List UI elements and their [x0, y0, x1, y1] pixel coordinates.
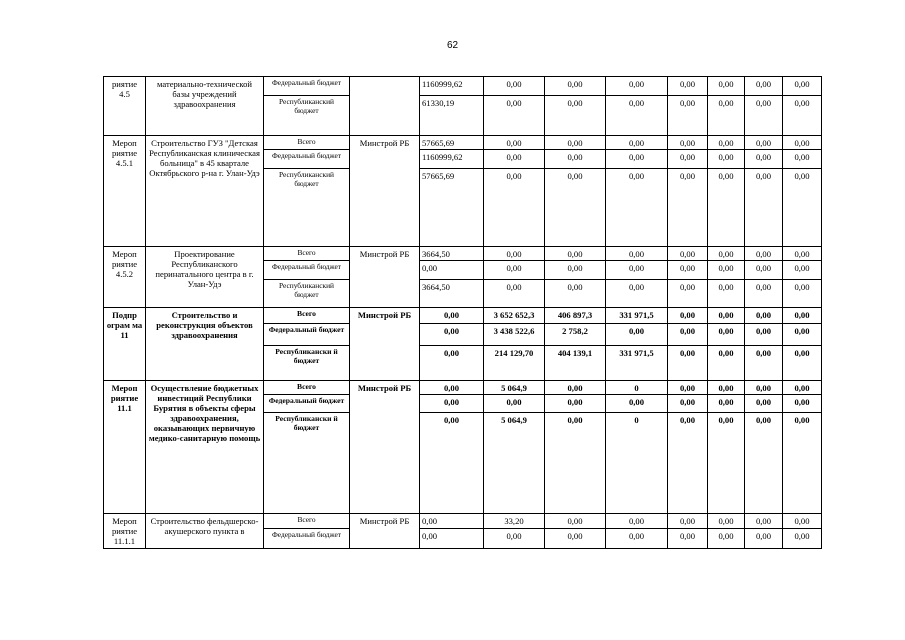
amount-cell: 0,00: [420, 529, 484, 549]
amount-cell: 3 652 652,3: [484, 308, 545, 324]
amount-cell: 0,00: [420, 514, 484, 529]
amount-cell: 0,00: [484, 280, 545, 308]
amount-cell: 0,00: [420, 308, 484, 324]
amount-cell: 0,00: [708, 77, 745, 96]
amount-cell: 0,00: [745, 136, 783, 150]
amount-cell: 0,00: [545, 150, 606, 169]
amount-cell: 0,00: [745, 413, 783, 514]
measure-code: Подпр ограм ма 11: [104, 308, 146, 381]
amount-cell: 0,00: [484, 529, 545, 549]
amount-cell: 0,00: [545, 136, 606, 150]
amount-cell: 0,00: [545, 247, 606, 261]
funding-source: Всего: [264, 308, 350, 324]
amount-cell: 0,00: [708, 324, 745, 346]
amount-cell: 0,00: [745, 261, 783, 280]
amount-cell: 0,00: [484, 247, 545, 261]
amount-cell: 5 064,9: [484, 381, 545, 395]
table-row: [104, 247, 822, 261]
funding-source: Всего: [264, 381, 350, 395]
executor: Минстрой РБ: [350, 308, 420, 381]
amount-cell: 0,00: [420, 395, 484, 413]
amount-cell: 0,00: [708, 169, 745, 247]
amount-cell: 406 897,3: [545, 308, 606, 324]
amount-cell: 0,00: [545, 514, 606, 529]
amount-cell: 0,00: [668, 169, 708, 247]
amount-cell: 0,00: [484, 136, 545, 150]
amount-cell: 0,00: [745, 381, 783, 395]
amount-cell: 0,00: [668, 77, 708, 96]
amount-cell: 0,00: [745, 324, 783, 346]
amount-cell: 0,00: [545, 261, 606, 280]
amount-cell: 0: [606, 381, 668, 395]
amount-cell: 0,00: [606, 77, 668, 96]
amount-cell: 0,00: [668, 324, 708, 346]
amount-cell: 0,00: [606, 136, 668, 150]
funding-source: Всего: [264, 136, 350, 150]
amount-cell: 0,00: [545, 96, 606, 136]
funding-source: Республиканский бюджет: [264, 169, 350, 247]
budget-table: [103, 76, 822, 549]
amount-cell: 0,00: [745, 346, 783, 381]
amount-cell: 0,00: [606, 169, 668, 247]
amount-cell: 0,00: [783, 529, 822, 549]
amount-cell: 0,00: [484, 169, 545, 247]
measure-name: Осуществление бюджетных инвестиций Республики Бурятия в объекты сферы здравоохранения, оказывающих первичную медико-санитарную помощь: [146, 381, 264, 514]
amount-cell: 0,00: [783, 169, 822, 247]
amount-cell: 0,00: [420, 346, 484, 381]
amount-cell: 0,00: [420, 261, 484, 280]
amount-cell: 0,00: [545, 77, 606, 96]
measure-code: Мероп риятие 11.1: [104, 381, 146, 514]
executor: Минстрой РБ: [350, 514, 420, 549]
amount-cell: 1160999,62: [420, 77, 484, 96]
amount-cell: 0,00: [783, 324, 822, 346]
amount-cell: 0,00: [668, 395, 708, 413]
amount-cell: 61330,19: [420, 96, 484, 136]
table-row: [104, 308, 822, 324]
executor: [350, 77, 420, 136]
amount-cell: 0,00: [484, 261, 545, 280]
amount-cell: 0,00: [668, 150, 708, 169]
amount-cell: 3664,50: [420, 280, 484, 308]
amount-cell: 0,00: [745, 514, 783, 529]
measure-name: Строительство и реконструкция объектов здравоохранения: [146, 308, 264, 381]
amount-cell: 0,00: [484, 96, 545, 136]
amount-cell: 0,00: [545, 529, 606, 549]
amount-cell: 0,00: [484, 77, 545, 96]
amount-cell: 0,00: [783, 261, 822, 280]
amount-cell: 0,00: [708, 308, 745, 324]
amount-cell: 0,00: [708, 381, 745, 395]
amount-cell: 0,00: [668, 346, 708, 381]
measure-name: материально-технической базы учреждений здравоохранения: [146, 77, 264, 136]
amount-cell: 0,00: [606, 324, 668, 346]
table-row: [104, 381, 822, 395]
amount-cell: 0,00: [745, 280, 783, 308]
table-row: [104, 77, 822, 96]
measure-code: Мероп риятие 4.5.1: [104, 136, 146, 247]
funding-source: Всего: [264, 247, 350, 261]
amount-cell: 331 971,5: [606, 346, 668, 381]
amount-cell: 0,00: [668, 529, 708, 549]
funding-source: Федеральный бюджет: [264, 395, 350, 413]
amount-cell: 0,00: [783, 346, 822, 381]
table-row: [104, 136, 822, 150]
amount-cell: 0,00: [783, 247, 822, 261]
funding-source: Всего: [264, 514, 350, 529]
amount-cell: 0,00: [783, 395, 822, 413]
measure-name: Проектирование Республиканского перинатального центра в г. Улан-Удэ: [146, 247, 264, 308]
amount-cell: 0,00: [545, 395, 606, 413]
amount-cell: 0,00: [606, 529, 668, 549]
amount-cell: 404 139,1: [545, 346, 606, 381]
amount-cell: 0,00: [668, 514, 708, 529]
amount-cell: 0,00: [708, 395, 745, 413]
amount-cell: 0,00: [420, 381, 484, 395]
amount-cell: 0,00: [606, 96, 668, 136]
measure-code: Мероп риятие 4.5.2: [104, 247, 146, 308]
amount-cell: 0,00: [668, 247, 708, 261]
amount-cell: 0,00: [668, 96, 708, 136]
funding-source: Федеральный бюджет: [264, 261, 350, 280]
measure-code: риятие 4.5: [104, 77, 146, 136]
executor: Минстрой РБ: [350, 381, 420, 514]
amount-cell: 0,00: [708, 150, 745, 169]
amount-cell: 0,00: [484, 150, 545, 169]
amount-cell: 3 438 522,6: [484, 324, 545, 346]
amount-cell: 0,00: [668, 413, 708, 514]
measure-code: Мероп риятие 11.1.1: [104, 514, 146, 549]
amount-cell: 57665,69: [420, 169, 484, 247]
amount-cell: 0,00: [708, 346, 745, 381]
amount-cell: 0,00: [783, 381, 822, 395]
amount-cell: 0,00: [745, 529, 783, 549]
funding-source: Федеральный бюджет: [264, 324, 350, 346]
amount-cell: 0,00: [745, 247, 783, 261]
amount-cell: 0,00: [783, 514, 822, 529]
amount-cell: 0,00: [708, 261, 745, 280]
measure-name: Строительство ГУЗ "Детская Республиканская клиническая больница" в 45 квартале Октябрьского р-на г. Улан-Удэ: [146, 136, 264, 247]
amount-cell: 0,00: [606, 261, 668, 280]
amount-cell: 0,00: [606, 280, 668, 308]
amount-cell: 0,00: [668, 261, 708, 280]
amount-cell: 0,00: [745, 395, 783, 413]
amount-cell: 0,00: [783, 136, 822, 150]
amount-cell: 0,00: [708, 529, 745, 549]
amount-cell: 0,00: [708, 413, 745, 514]
amount-cell: 0,00: [545, 280, 606, 308]
amount-cell: 0,00: [783, 77, 822, 96]
amount-cell: 1160999,62: [420, 150, 484, 169]
amount-cell: 0,00: [708, 280, 745, 308]
amount-cell: 0,00: [668, 381, 708, 395]
funding-source: Республиканский бюджет: [264, 96, 350, 136]
funding-source: Республиканский бюджет: [264, 280, 350, 308]
funding-source: Республикански й бюджет: [264, 413, 350, 514]
executor: Минстрой РБ: [350, 136, 420, 247]
amount-cell: 0,00: [783, 96, 822, 136]
amount-cell: 0,00: [668, 136, 708, 150]
funding-source: Федеральный бюджет: [264, 150, 350, 169]
amount-cell: 5 064,9: [484, 413, 545, 514]
amount-cell: 0,00: [708, 96, 745, 136]
amount-cell: 0,00: [606, 514, 668, 529]
amount-cell: 0,00: [708, 247, 745, 261]
amount-cell: 0,00: [420, 324, 484, 346]
amount-cell: 0,00: [745, 96, 783, 136]
amount-cell: 331 971,5: [606, 308, 668, 324]
amount-cell: 0,00: [545, 381, 606, 395]
amount-cell: 0,00: [484, 395, 545, 413]
amount-cell: 214 129,70: [484, 346, 545, 381]
amount-cell: 0,00: [745, 308, 783, 324]
amount-cell: 33,20: [484, 514, 545, 529]
amount-cell: 0,00: [606, 395, 668, 413]
page-number: 62: [446, 40, 459, 51]
measure-name: Строительство фельдшерско-акушерского пункта в: [146, 514, 264, 549]
amount-cell: 57665,69: [420, 136, 484, 150]
funding-source: Республикански й бюджет: [264, 346, 350, 381]
amount-cell: 0,00: [606, 247, 668, 261]
amount-cell: 0,00: [708, 514, 745, 529]
amount-cell: 0,00: [783, 308, 822, 324]
funding-source: Федеральный бюджет: [264, 529, 350, 549]
amount-cell: 0: [606, 413, 668, 514]
amount-cell: 0,00: [745, 150, 783, 169]
amount-cell: 0,00: [668, 280, 708, 308]
amount-cell: 0,00: [668, 308, 708, 324]
amount-cell: 0,00: [745, 169, 783, 247]
amount-cell: 0,00: [708, 136, 745, 150]
amount-cell: 0,00: [745, 77, 783, 96]
amount-cell: 0,00: [420, 413, 484, 514]
amount-cell: 2 758,2: [545, 324, 606, 346]
amount-cell: 0,00: [545, 169, 606, 247]
amount-cell: 0,00: [783, 280, 822, 308]
table-row: [104, 514, 822, 529]
amount-cell: 0,00: [606, 150, 668, 169]
amount-cell: 3664,50: [420, 247, 484, 261]
funding-source: Федеральный бюджет: [264, 77, 350, 96]
amount-cell: 0,00: [545, 413, 606, 514]
executor: Минстрой РБ: [350, 247, 420, 308]
amount-cell: 0,00: [783, 413, 822, 514]
amount-cell: 0,00: [783, 150, 822, 169]
